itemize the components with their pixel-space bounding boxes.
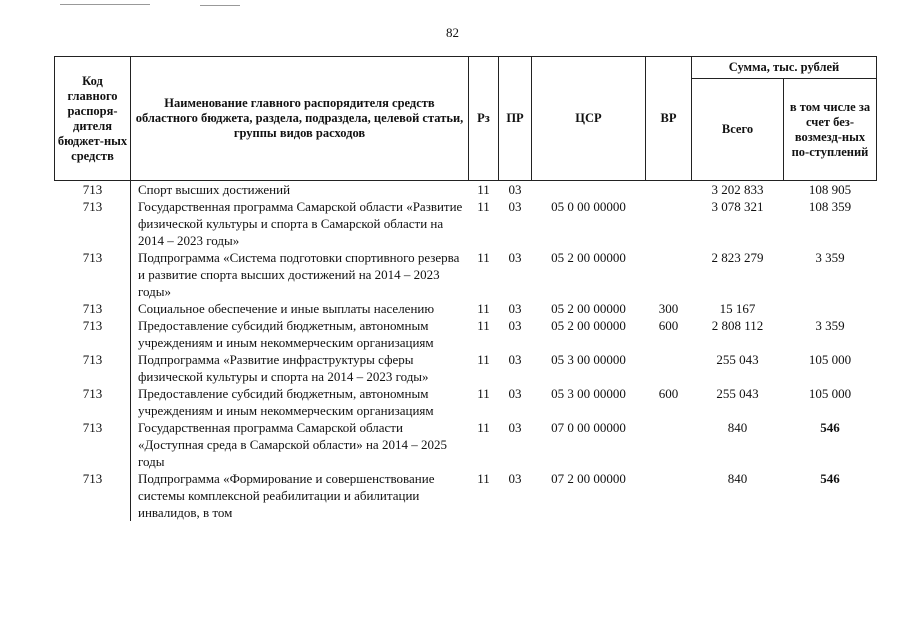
cell-pr: 03 <box>508 318 522 333</box>
cell-free: 546 <box>820 471 840 486</box>
cell-rz: 11 <box>477 199 490 214</box>
table-header <box>55 57 877 181</box>
cell-name: Предоставление субсидий бюджетным, автономным учреждениям и иным некоммерческим организациям <box>138 386 434 418</box>
cell-name: Подпрограмма «Формирование и совершенствование системы комплексной реабилитации и абилитации инвалидов, в том <box>138 471 435 520</box>
cell-rz: 11 <box>477 250 490 265</box>
cell-csr <box>532 181 646 199</box>
cell-code: 713 <box>55 470 131 521</box>
cell-csr: 05 0 00 00000 <box>551 199 626 214</box>
header-rz: Рз <box>469 57 499 181</box>
table-body <box>55 181 877 522</box>
cell-total: 2 823 279 <box>711 250 764 265</box>
cell-pr: 03 <box>508 420 522 435</box>
cell-pr: 03 <box>508 471 522 486</box>
cell-pr: 03 <box>508 199 522 214</box>
cell-rz: 11 <box>477 352 490 367</box>
cell-vr <box>646 351 692 385</box>
cell-name: Подпрограмма «Система подготовки спортивного резерва и развитие спорта высших достижений на 2014 – 2023 годы» <box>138 250 460 299</box>
table-row <box>55 419 877 470</box>
cell-total: 255 043 <box>716 352 759 367</box>
cell-csr: 07 2 00 00000 <box>551 471 626 486</box>
cell-vr: 600 <box>658 386 679 401</box>
cell-name: Спорт высших достижений <box>138 182 291 197</box>
cell-vr <box>646 419 692 470</box>
cell-csr: 05 3 00 00000 <box>551 352 626 367</box>
cell-name: Государственная программа Самарской области «Развитие физической культуры и спорта в Самарской области на 2014 – 2023 годы» <box>138 199 463 248</box>
cell-vr <box>646 249 692 300</box>
cell-free: 3 359 <box>815 250 845 265</box>
cell-csr: 05 2 00 00000 <box>551 301 626 316</box>
cell-total: 3 078 321 <box>711 199 764 214</box>
cell-pr: 03 <box>508 352 522 367</box>
cell-free: 546 <box>820 420 840 435</box>
cell-vr <box>646 470 692 521</box>
cell-name: Государственная программа Самарской области «Доступная среда в Самарской области» на 2014 – 2025 годы <box>138 420 447 469</box>
cell-code: 713 <box>55 351 131 385</box>
cell-code: 713 <box>55 385 131 419</box>
cell-free: 108 905 <box>808 182 852 197</box>
cell-name: Социальное обеспечение и иные выплаты населению <box>138 301 435 316</box>
cell-free <box>784 300 877 317</box>
cell-rz: 11 <box>477 182 490 197</box>
cell-code: 713 <box>55 249 131 300</box>
cell-free: 105 000 <box>808 352 852 367</box>
cell-pr: 03 <box>508 250 522 265</box>
table-row <box>55 470 877 521</box>
scan-artifact <box>60 4 150 5</box>
cell-total: 840 <box>727 471 748 486</box>
header-free: в том числе за счет без-возмезд-ных по-ступлений <box>784 79 877 181</box>
table-row <box>55 317 877 351</box>
cell-total: 840 <box>727 420 748 435</box>
cell-pr: 03 <box>508 301 522 316</box>
cell-csr: 05 3 00 00000 <box>551 386 626 401</box>
cell-rz: 11 <box>477 386 490 401</box>
cell-vr <box>646 181 692 199</box>
cell-free: 3 359 <box>815 318 845 333</box>
header-pr: ПР <box>499 57 532 181</box>
header-name: Наименование главного распорядителя средств областного бюджета, раздела, подраздела, целевой статьи, группы видов расходов <box>131 57 469 181</box>
cell-rz: 11 <box>477 420 490 435</box>
cell-code: 713 <box>55 198 131 249</box>
cell-pr: 03 <box>508 386 522 401</box>
cell-free: 108 359 <box>808 199 852 214</box>
table-row <box>55 300 877 317</box>
cell-csr: 05 2 00 00000 <box>551 318 626 333</box>
header-csr: ЦСР <box>532 57 646 181</box>
table-row <box>55 181 877 199</box>
cell-code: 713 <box>55 181 131 199</box>
cell-vr: 600 <box>658 318 679 333</box>
cell-name: Подпрограмма «Развитие инфраструктуры сферы физической культуры и спорта на 2014 – 2023 годы» <box>138 352 429 384</box>
table-row <box>55 385 877 419</box>
budget-table <box>54 56 877 521</box>
header-code: Код главного распоря-дителя бюджет-ных средств <box>55 57 131 181</box>
cell-rz: 11 <box>477 471 490 486</box>
cell-total: 2 808 112 <box>711 318 764 333</box>
cell-vr: 300 <box>658 301 679 316</box>
cell-free: 105 000 <box>808 386 852 401</box>
header-vr: ВР <box>646 57 692 181</box>
cell-vr <box>646 198 692 249</box>
table-row <box>55 249 877 300</box>
scan-artifact <box>200 5 240 6</box>
table-row <box>55 351 877 385</box>
cell-rz: 11 <box>477 318 490 333</box>
cell-code: 713 <box>55 317 131 351</box>
cell-total: 3 202 833 <box>711 182 764 197</box>
header-total: Всего <box>692 79 784 181</box>
cell-total: 15 167 <box>719 301 756 316</box>
cell-name: Предоставление субсидий бюджетным, автономным учреждениям и иным некоммерческим организациям <box>138 318 434 350</box>
header-sum-group: Сумма, тыс. рублей <box>692 57 877 79</box>
cell-csr: 07 0 00 00000 <box>551 420 626 435</box>
cell-pr: 03 <box>508 182 522 197</box>
cell-csr: 05 2 00 00000 <box>551 250 626 265</box>
cell-total: 255 043 <box>716 386 759 401</box>
cell-code: 713 <box>55 419 131 470</box>
cell-code: 713 <box>55 300 131 317</box>
page-number: 82 <box>446 25 459 40</box>
table-row <box>55 198 877 249</box>
cell-rz: 11 <box>477 301 490 316</box>
